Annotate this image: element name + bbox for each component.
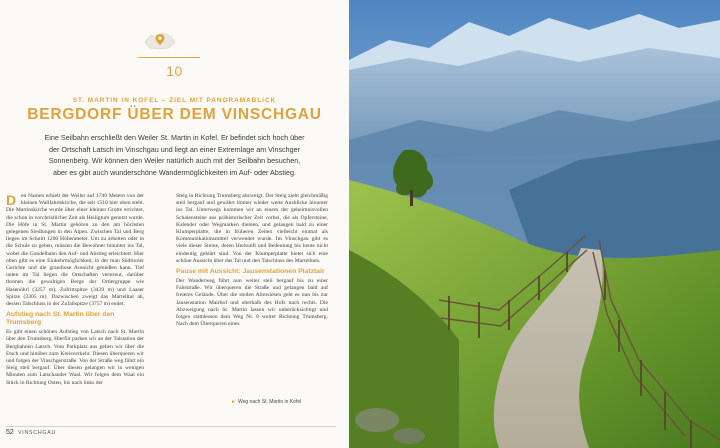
body-paragraph: Steig in Richtung Trumsberg abzweigt. Der Steig zieht gleichmäßig steil bergauf und gewährt immer wieder weite Ausblicke hinunter ins Tal. Unterwegs kommen wir an einem der geheimnisvollen Schalensteine aus prähistorischer Zeit vorbei, die als Opfersteine, Kalender oder Wegmarken dienten, und gelangen bald zu einer Klumperplatte, die in früheren Zeiten vielleicht einmal als Kommunikationsmittel verwendet wurde. Im Vinschgau gibt es viele dieser Steine, deren Herkunft und Bedeutung bis heute nicht eindeutig geklärt sind. Von der Klumperplatte bietet sich eine schöne Aussicht über das Tal und den Talschluss des Martelltals. [176, 193, 328, 264]
chapter-number: 10 [166, 63, 183, 79]
lead-line: Sonnenberg. Wir können den Weiler natürlich auch mit der Seilbahn besuchen, [48, 156, 301, 166]
body-paragraph: Es gibt einen schönen Aufstieg von Latsch nach St. Martin über den Trumsberg. Hierfür parken wir an der Talstation der Bergbahnen Latsch. Vom Parkplatz aus gehen wir über die Etsch und hinüber zum Kreisverkehr. Diesen überqueren wir und folgen der Vinschgerstraße. Von der Straße weg führt ein Steig steil bergauf. Über diesen gelangen wir in wenigen Minuten zum Latschander Waal. Wir folgen dem Waal ein Stück in Richtung Osten, bis nach links der [6, 329, 144, 386]
body-text: en Namen erhielt der Weiler auf 1740 Metern von der kleinen Wallfahrtskirche, die seit 1510 hier oben steht. Die Martinskirche wurde über einer kleinen Grotte errichtet, die schon in vorchristlicher Zeit als Heiligtum genutzt wurde. Die Höfe in St. Martin gehören zu den am höchsten gelegenen Siedlungen in den Alpen. Zwischen Tal und Berg liegen im Schnitt 1200 Höhenmeter. Um zu arbeiten oder in die Schule zu gehen, müssen die Bewohner hinunter ins Tal, wobei die Gondelbahn den Auf- und Abstieg erleichtert. Hier oben gibt es eine Einkehrmöglichkeit, in der man Südtiroler Gerichte und die grandiose Aussicht genießen kann. Tief unten im Tal liegen die Ortschaften verstreut, darüber thronen die gewaltigen Berge der Ortlergruppe wie Hasenöhrl (3257 m), Zufrittspitze (3439 m) und Laaser Spitze (3305 m). Dazwischen zweigt das Martelltal ab, dessen Talschluss in der Zufallspitze (3757 m) endet. [6, 193, 144, 308]
kicker: ST. MARTIN IN KOFEL – ZIEL MIT PANORAMABLICK [72, 97, 277, 104]
body-column-1 [6, 193, 144, 387]
page-title: BERGDORF ÜBER DEM VINSCHGAU [27, 106, 322, 123]
landscape-photo [349, 0, 720, 448]
lead-line: Eine Seilbahn erschließt den Weiler St. Martin in Kofel. Er befindet sich hoch über [44, 133, 305, 142]
left-page [0, 0, 349, 448]
section-subhead: Aufstieg nach St. Martin über den Trumsberg [6, 311, 115, 327]
drop-cap: D [6, 192, 17, 208]
running-footer: VINSCHGAU [18, 430, 57, 436]
lead-line: aber es gibt auch wunderschöne Wandermöglichkeiten im Auf- oder Abstieg. [52, 167, 297, 177]
photo-caption [231, 399, 301, 405]
lead-paragraph [40, 132, 309, 178]
footer-rule [6, 426, 336, 427]
body-paragraph [6, 193, 144, 308]
map-pin-icon [143, 30, 177, 52]
body-column-2 [176, 193, 328, 328]
caption-text: Weg nach St. Martin in Kofel [237, 399, 302, 405]
chapter-rule [138, 57, 200, 58]
page-number: 52 [6, 429, 14, 436]
page-footer [6, 426, 336, 440]
body-paragraph: Der Wanderweg führt nun weiter steil bergauf bis zu einer Fahrstraße. Wir überqueren die Straße und gelangen bald auf freieres Gelände. Über die steilen Almwiesen geht es nun bis zur Jausenstation Mairhof und oberhalb des Hofs nach rechts. Die Abzweigung nach St. Martin lassen wir unberücksichtigt und folgen stattdessen dem Weg Nr. 8 weiter Richtung Trumsberg. Nach dem Überqueren eines [176, 278, 328, 328]
lead-line: der Ortschaft Latsch im Vinschgau und liegt an einer Extremlage am Vinschger [48, 144, 301, 154]
triangle-arrow-icon: ► [231, 399, 236, 405]
section-subhead: Pause mit Aussicht: Jausenstationen Platztair [176, 268, 325, 276]
